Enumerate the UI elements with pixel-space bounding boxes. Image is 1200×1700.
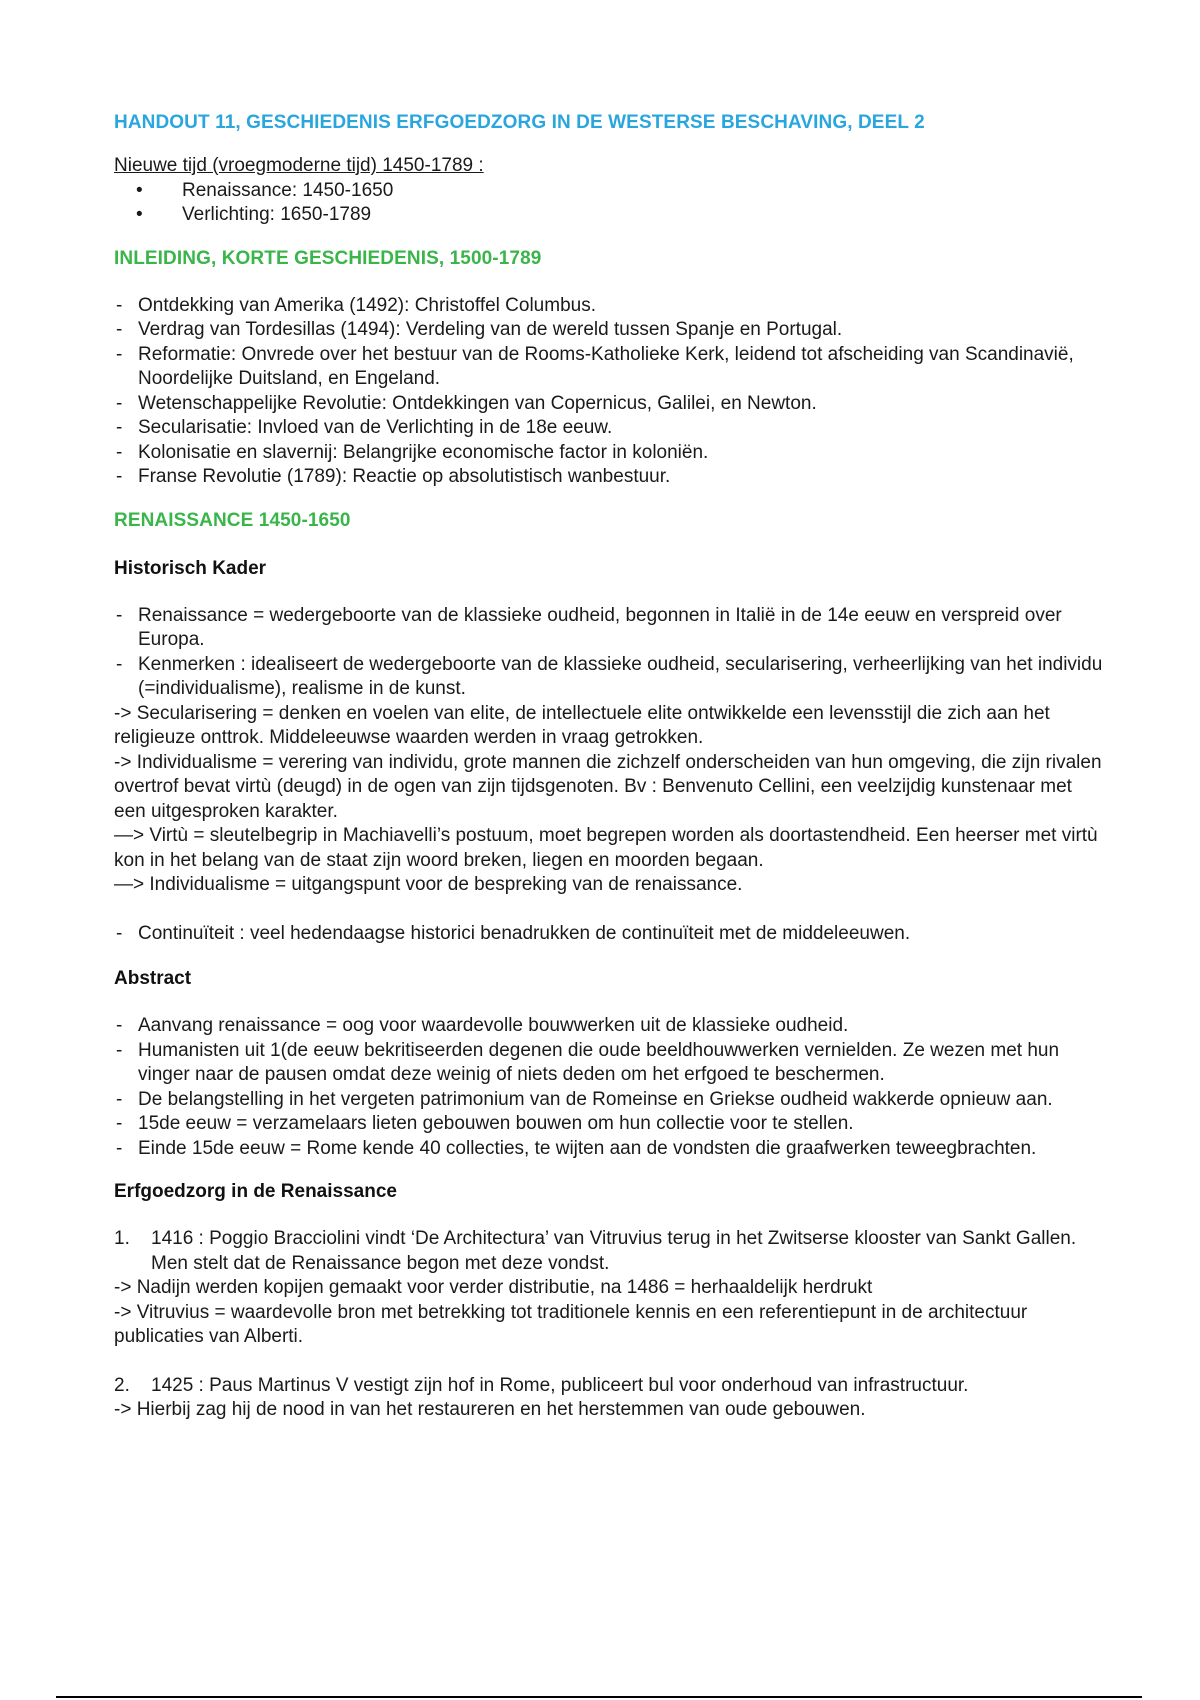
erfgoed-point-text <box>114 1227 1104 1276</box>
abstract-heading: Abstract <box>114 968 192 989</box>
abstract-item: - 15de eeuw = verzamelaars lieten gebouwen bouwen om hun collectie voor te stellen. <box>114 1112 1104 1137</box>
kader-note: —> Individualisme = uitgangspunt voor de bespreking van de renaissance. <box>114 874 743 895</box>
continuity-list <box>114 922 1104 947</box>
erfgoed-note: -> Nadijn werden kopijen gemaakt voor verder distributie, na 1486 = herhaaldelijk herdrukt <box>114 1277 873 1298</box>
kader-item: - Kenmerken : idealiseert de wedergeboorte van de klassieke oudheid, secularisering, verheerlijking van het individu (=individualisme), realisme in de kunst. <box>114 653 1104 702</box>
abstract-item: - Aanvang renaissance = oog voor waardevolle bouwwerken uit de klassieke oudheid. <box>114 1014 1104 1039</box>
intro-item: - Verdrag van Tordesillas (1494): Verdeling van de wereld tussen Spanje en Portugal. <box>114 318 1104 343</box>
intro-item: - Wetenschappelijke Revolutie: Ontdekkingen van Copernicus, Galilei, en Newton. <box>114 392 1104 417</box>
erfgoed-point <box>114 1227 1104 1350</box>
abstract-item: - Einde 15de eeuw = Rome kende 40 collecties, te wijten aan de vondsten die graafwerken teweegbrachten. <box>114 1137 1104 1162</box>
intro-item: - Franse Revolutie (1789): Reactie op absolutistisch wanbestuur. <box>114 465 1104 490</box>
intro-item: - Reformatie: Onvrede over het bestuur van de Rooms-Katholieke Kerk, leidend tot afscheiding van Scandinavië, Noordelijke Duitsland, en Engeland. <box>114 343 1104 392</box>
abstract-item: - De belangstelling in het vergeten patrimonium van de Romeinse en Griekse oudheid wakkerde opnieuw aan. <box>114 1088 1104 1113</box>
abstract-item: - Humanisten uit 1(de eeuw bekritiseerden degenen die oude beeldhouwwerken vernielden. Ze wezen met hun vinger naar de pausen omdat deze weinig of niets deden om het erfgoed te beschermen. <box>114 1039 1104 1088</box>
erfgoed-note: -> Vitruvius = waardevolle bron met betrekking tot traditionele kennis en een referentiepunt in de architectuur publicaties van Alberti. <box>114 1301 1028 1347</box>
continuity-item: - Continuïteit : veel hedendaagse historici benadrukken de continuïteit met de middeleeuwen. <box>114 922 1104 947</box>
intro-item: - Kolonisatie en slavernij: Belangrijke economische factor in koloniën. <box>114 441 1104 466</box>
erfgoedzorg-heading: Erfgoedzorg in de Renaissance <box>114 1181 397 1202</box>
kader-note: -> Secularisering = denken en voelen van elite, de intellectuele elite ontwikkelde een levensstijl die zich aan het religieuze onttrok. Middeleeuwse waarden werden in vraag getrokken. <box>114 702 1050 748</box>
point-number: 2. <box>114 1374 130 1396</box>
renaissance-heading: RENAISSANCE 1450-1650 <box>114 509 351 531</box>
period-heading: Nieuwe tijd (vroegmoderne tijd) 1450-1789 : <box>114 155 484 176</box>
erfgoed-note: -> Hierbij zag hij de nood in van het restaureren en het herstemmen van oude gebouwen. <box>114 1399 866 1420</box>
point-body: 1425 : Paus Martinus V vestigt zijn hof in Rome, publiceert bul voor onderhoud van infrastructuur. <box>151 1374 969 1396</box>
point-number: 1. <box>114 1228 130 1249</box>
intro-item: - Secularisatie: Invloed van de Verlichting in de 18e eeuw. <box>114 416 1104 441</box>
abstract-list <box>114 1014 1104 1161</box>
period-list <box>114 179 1104 228</box>
point-body: 1416 : Poggio Bracciolini vindt ‘De Architectura’ van Vitruvius terug in het Zwitserse klooster van Sankt Gallen. Men stelt dat de Renaissance begon met deze vondst. <box>151 1228 1077 1274</box>
period-item: • Renaissance: 1450-1650 <box>114 179 1104 204</box>
intro-heading: INLEIDING, KORTE GESCHIEDENIS, 1500-1789 <box>114 247 542 269</box>
kader-note: -> Individualisme = verering van individu, grote mannen die zichzelf onderscheiden van hun omgeving, die zijn rivalen overtrof bevat virtù (deugd) in de ogen van zijn tijdsgenoten. Bv : Benvenuto Cellini, een veelzijdig kunstenaar met een uitgesproken karakter. <box>114 751 1102 822</box>
kader-item: - Renaissance = wedergeboorte van de klassieke oudheid, begonnen in Italië in de 14e eeuw en verspreid over Europa. <box>114 604 1104 653</box>
historisch-kader-heading: Historisch Kader <box>114 557 267 579</box>
kader-list <box>114 604 1104 702</box>
intro-item: - Ontdekking van Amerika (1492): Christoffel Columbus. <box>114 294 1104 319</box>
period-item: • Verlichting: 1650-1789 <box>114 203 1104 228</box>
erfgoed-point <box>114 1374 1104 1423</box>
erfgoed-point-text <box>114 1374 1104 1399</box>
footer-divider <box>56 1696 1142 1698</box>
kader-note: —> Virtù = sleutelbegrip in Machiavelli’s postuum, moet begrepen worden als doortastendheid. Een heerser met virtù kon in het belang van de staat zijn woord breken, liegen en moorden begaan. <box>114 825 1098 871</box>
document-page <box>114 112 1104 1423</box>
document-title: HANDOUT 11, GESCHIEDENIS ERFGOEDZORG IN DE WESTERSE BESCHAVING, DEEL 2 <box>114 112 925 133</box>
intro-list <box>114 294 1104 490</box>
